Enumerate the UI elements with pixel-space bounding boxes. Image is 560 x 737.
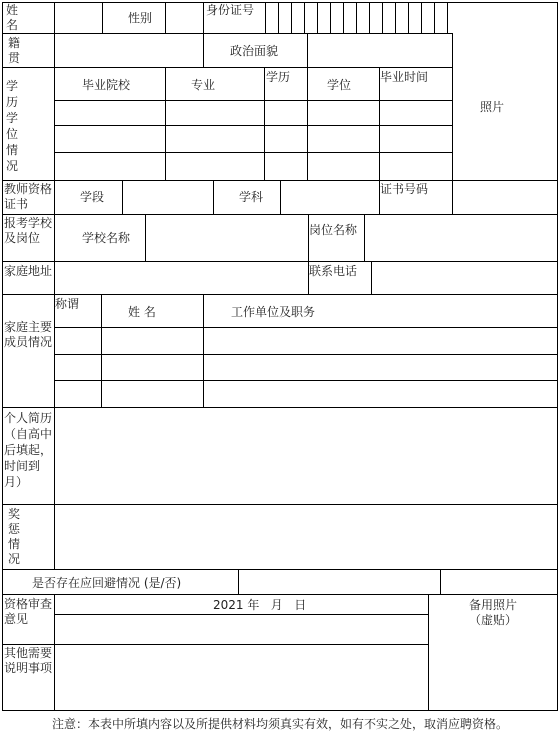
gender-label: 性别 bbox=[128, 11, 153, 25]
name-value[interactable] bbox=[55, 3, 102, 33]
other-notes-label: 其他需要说明事项 bbox=[4, 646, 53, 675]
name-label: 姓 名 bbox=[6, 3, 19, 32]
education-label: 学 历 学 位 情 况 bbox=[6, 79, 19, 173]
review-opinion-label: 资格审查意见 bbox=[4, 597, 53, 626]
registration-form bbox=[2, 2, 558, 711]
political-status-value[interactable] bbox=[308, 34, 452, 67]
col-graduation-time: 毕业时间 bbox=[380, 70, 429, 84]
gender-value[interactable] bbox=[166, 3, 203, 33]
col-work-unit: 工作单位及职务 bbox=[231, 305, 316, 319]
col-relation: 称谓 bbox=[55, 297, 80, 311]
review-date: 2021 年 月 日 bbox=[213, 598, 307, 612]
col-degree: 学位 bbox=[327, 78, 352, 92]
other-notes-value[interactable] bbox=[55, 645, 428, 710]
col-major: 专业 bbox=[191, 78, 216, 92]
political-status-label: 政治面貌 bbox=[230, 44, 279, 58]
id-number-cells[interactable] bbox=[266, 3, 557, 33]
apply-school-label: 报考学校及岗位 bbox=[4, 216, 53, 245]
avoidance-label: 是否存在应回避情况 (是/否) bbox=[32, 576, 182, 590]
backup-photo-label: 备用照片 （虚贴） bbox=[468, 598, 517, 627]
footer-note: 注意：本表中所填内容以及所提供材料均须真实有效，如有不实之处，取消应聘资格。 bbox=[51, 717, 508, 731]
native-place-value[interactable] bbox=[55, 34, 203, 67]
col-graduate-school: 毕业院校 bbox=[82, 78, 131, 92]
cert-number-label: 证书号码 bbox=[380, 182, 429, 196]
school-stage-label: 学段 bbox=[80, 190, 105, 204]
photo-label: 照片 bbox=[480, 100, 505, 114]
teacher-cert-label: 教师资格证书 bbox=[4, 182, 53, 211]
home-address-label: 家庭地址 bbox=[4, 264, 53, 278]
awards-label: 奖 惩 情 况 bbox=[8, 507, 21, 566]
resume-label: 个人简历（自高中后填起，时间到月） bbox=[4, 411, 53, 489]
native-place-label: 籍 贯 bbox=[8, 36, 21, 65]
family-members-label: 家庭主要成员情况 bbox=[4, 320, 53, 349]
subject-label: 学科 bbox=[239, 190, 264, 204]
avoidance-value[interactable] bbox=[239, 570, 440, 594]
id-number-label: 身份证号 bbox=[206, 3, 255, 17]
col-member-name: 姓 名 bbox=[128, 305, 156, 319]
post-name-label: 岗位名称 bbox=[309, 223, 358, 237]
phone-label: 联系电话 bbox=[309, 264, 358, 278]
school-name-label: 学校名称 bbox=[82, 231, 131, 245]
col-education-level: 学历 bbox=[266, 70, 291, 84]
